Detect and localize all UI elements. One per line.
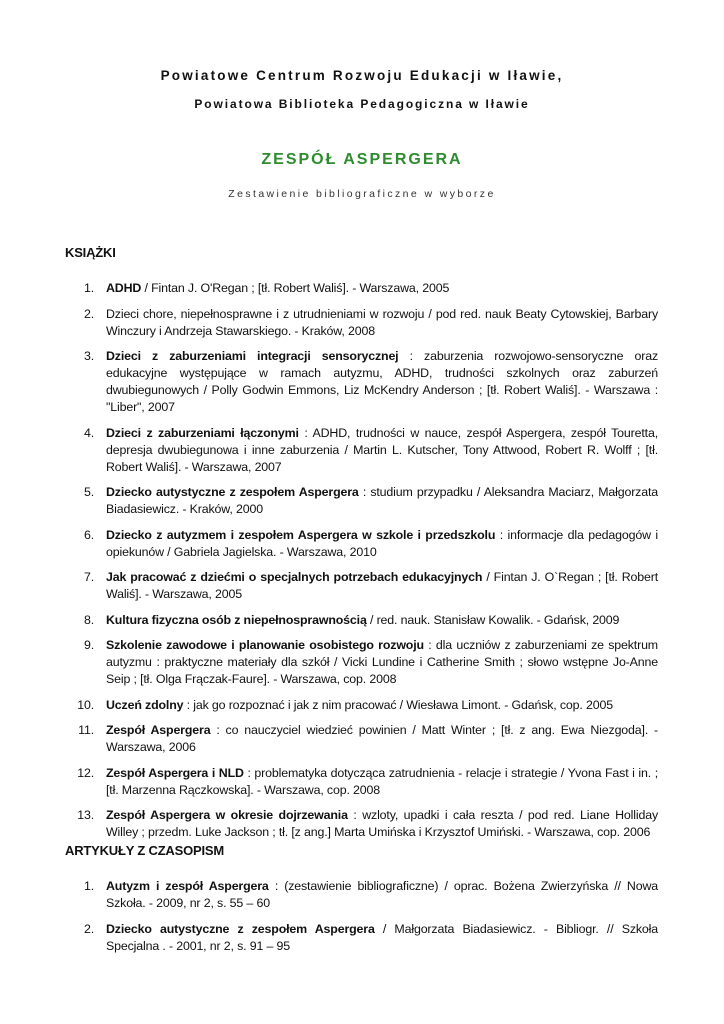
books-list [0, 280, 724, 850]
entry-title: Zespół Aspergera w okresie dojrzewania [106, 808, 348, 822]
entry-details: : informacje dla pedagogów i opiekunów / Gabriela Jagielska. - Warszawa, 2010 [106, 527, 659, 559]
institution-name: Powiatowe Centrum Rozwoju Edukacji w Iławie, [160, 68, 564, 83]
bibliography-entry [0, 878, 724, 912]
bibliography-entry [0, 637, 724, 688]
entry-number: 10. [77, 697, 94, 712]
entry-number: 5. [83, 485, 94, 499]
entry-number: 2. [83, 306, 94, 321]
section-heading-books: KSIĄŻKI [65, 245, 116, 260]
bibliography-entry [0, 348, 724, 416]
entry-number: 13. [77, 808, 94, 822]
entry-details: Dzieci chore, niepełnosprawne i z utrudnieniami w rozwoju / pod red. nauk Beaty Cytowskiej, Barbary Winczury i Andrzeja Stawarskiego. - Kraków, 2008 [106, 306, 658, 338]
bibliography-entry [0, 425, 724, 476]
entry-title: Dziecko autystyczne z zespołem Aspergera [106, 485, 359, 499]
entry-number: 1. [83, 879, 94, 893]
document-subtitle: Zestawienie bibliograficzne w wyborze [228, 188, 496, 200]
entry-details: : studium przypadku / Aleksandra Maciarz, Małgorzata Biadasiewicz. - Kraków, 2000 [106, 485, 658, 516]
bibliography-entry [0, 697, 724, 714]
entry-details: : co nauczyciel wiedzieć powinien / Matt Winter ; [tł. z ang. Ewa Niezgoda]. - Warszawa, 2006 [106, 723, 659, 754]
entry-number: 3. [83, 349, 94, 363]
entry-details: : jak go rozpoznać i jak z nim pracować / Wiesława Limont. - Gdańsk, cop. 2005 [183, 697, 613, 712]
entry-details: / Małgorzata Biadasiewicz. - Bibliogr. // Szkoła Specjalna . - 2001, nr 2, s. 91 – 95 [106, 921, 658, 953]
entry-number: 8. [83, 612, 94, 627]
entry-details: / red. nauk. Stanisław Kowalik. - Gdańsk, 2009 [366, 612, 620, 627]
entry-number: 2. [83, 921, 94, 936]
bibliography-entry [0, 527, 724, 561]
entry-title: Zespół Aspergera i NLD [106, 765, 244, 780]
entry-title: ADHD [106, 281, 142, 295]
entry-number: 12. [77, 765, 94, 780]
entry-title: Dziecko z autyzmem i zespołem Aspergera w szkole i przedszkolu [106, 527, 496, 542]
entry-details: : dla uczniów z zaburzeniami ze spektrum autyzmu : praktyczne materiały dla szkół / Vicki Lundine i Catherine Smith ; słowo wstępne Jo-Anne Seip ; [tł. Olga Frączak-Faure]. - Warszawa, cop. 2008 [106, 638, 658, 686]
entry-title: Jak pracować z dziećmi o specjalnych potrzebach edukacyjnych [106, 570, 483, 584]
document-title: ZESPÓŁ ASPERGERA [261, 151, 463, 168]
entry-number: 4. [83, 425, 94, 440]
entry-number: 1. [83, 281, 94, 295]
entry-details: : (zestawienie bibliograficzne) / oprac. Bożena Zwierzyńska // Nowa Szkoła. - 2009, nr 2, s. 55 – 60 [106, 879, 658, 910]
entry-title: Autyzm i zespół Aspergera [106, 879, 269, 893]
entry-title: Uczeń zdolny [106, 697, 184, 712]
entry-details: : ADHD, trudności w nauce, zespół Aspergera, zespół Touretta, depresja dwubiegunowa i inne zaburzenia / Martin L. Kutscher, Tony Attwood, Robert R. Wolff ; [tł. Robert Waliś]. - Warszawa, 2007 [106, 425, 658, 474]
bibliography-entry [0, 569, 724, 603]
bibliography-entry [0, 807, 724, 841]
entry-details: : zaburzenia rozwojowo-sensoryczne oraz edukacyjne występujące w ramach autyzmu, ADHD, trudności szkolnych oraz zaburzeń dwubiegunowych / Polly Godwin Emmons, Liz McKendry Anderson ; [tł. Robert Waliś]. - Warszawa : "Liber", 2007 [106, 349, 658, 414]
entry-title: Dzieci z zaburzeniami integracji sensorycznej [106, 349, 399, 363]
entry-details: / Fintan J. O'Regan ; [tł. Robert Waliś]. - Warszawa, 2005 [141, 281, 450, 295]
articles-list [0, 878, 724, 963]
entry-details: : wzloty, upadki i cała reszta / pod red. Liane Holliday Willey ; przedm. Luke Jackson ; tł. [z ang.] Marta Umińska i Krzysztof Umiński. - Warszawa, cop. 2006 [106, 808, 658, 839]
entry-title: Zespół Aspergera [106, 723, 211, 737]
bibliography-entry [0, 921, 724, 955]
entry-details: : problematyka dotycząca zatrudnienia - relacje i strategie / Yvona Fast i in. ; [tł. Marzenna Rączkowska]. - Warszawa, cop. 2008 [106, 765, 658, 797]
entry-title: Dziecko autystyczne z zespołem Aspergera [106, 921, 375, 936]
bibliography-entry [0, 722, 724, 756]
entry-number: 9. [83, 638, 94, 652]
entry-title: Szkolenie zawodowe i planowanie osobistego rozwoju [106, 638, 424, 652]
bibliography-entry [0, 280, 724, 297]
bibliography-entry [0, 484, 724, 518]
entry-number: 11. [78, 723, 94, 737]
section-heading-articles: ARTYKUŁY Z CZASOPISM [65, 843, 224, 858]
bibliography-entry [0, 612, 724, 629]
bibliography-entry [0, 306, 724, 340]
entry-title: Dzieci z zaburzeniami łączonymi [106, 425, 299, 440]
entry-title: Kultura fizyczna osób z niepełnosprawnością [106, 612, 367, 627]
entry-number: 6. [83, 527, 94, 542]
library-name: Powiatowa Biblioteka Pedagogiczna w Iławie [194, 97, 530, 111]
bibliography-entry [0, 765, 724, 799]
entry-details: / Fintan J. O`Regan ; [tł. Robert Waliś]. - Warszawa, 2005 [106, 570, 658, 601]
entry-number: 7. [83, 570, 94, 584]
